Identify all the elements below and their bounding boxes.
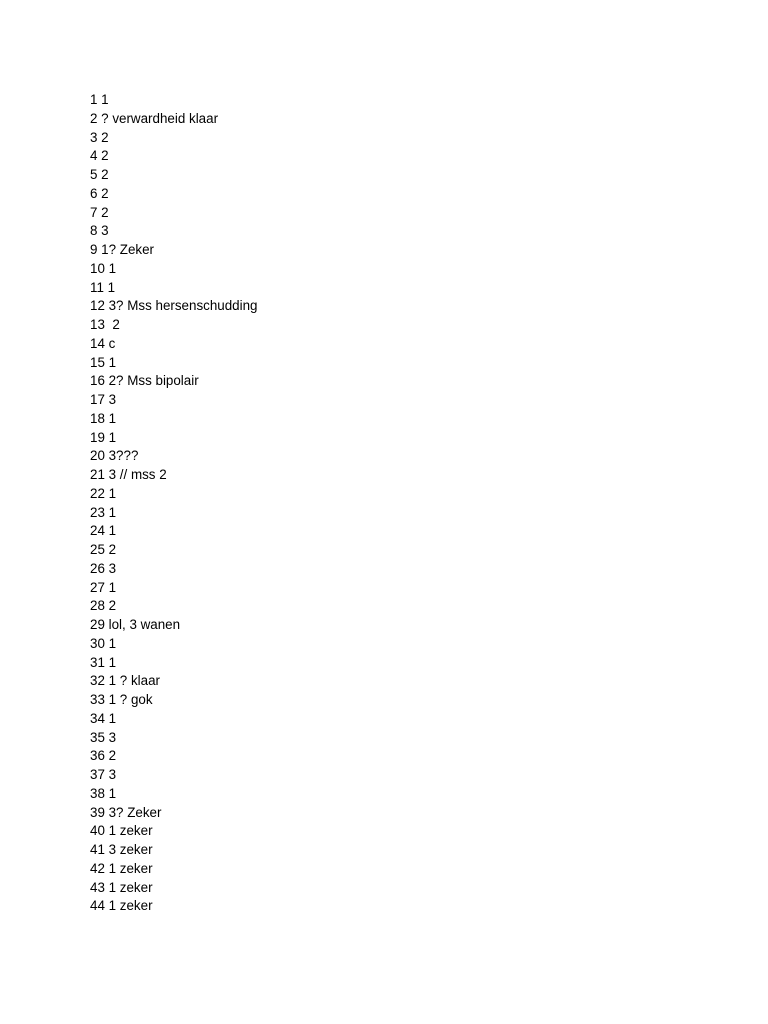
text-line: 19 1	[90, 429, 117, 445]
text-line: 17 3	[90, 392, 117, 407]
text-line: 4 2	[90, 148, 109, 164]
text-line: 6 2	[90, 185, 109, 201]
text-line: 33 1 ? gok	[90, 692, 153, 707]
text-line: 5 2	[90, 167, 109, 182]
text-line: 7 2	[90, 204, 109, 220]
text-line: 42 1 zeker	[90, 860, 153, 876]
text-line: 24 1	[90, 523, 117, 539]
text-line: 41 3 zeker	[90, 842, 153, 857]
text-lines	[90, 91, 258, 916]
text-line: 1 1	[90, 92, 109, 107]
text-line: 44 1 zeker	[90, 898, 153, 914]
text-line: 21 3 // mss 2	[90, 467, 167, 482]
text-line: 26 3	[90, 560, 117, 576]
text-line: 35 3	[90, 729, 117, 745]
text-line: 37 3	[90, 767, 117, 782]
text-line: 2 ? verwardheid klaar	[90, 110, 219, 126]
text-line: 22 1	[90, 485, 117, 501]
text-line: 18 1	[90, 410, 117, 426]
text-line: 43 1 zeker	[90, 879, 153, 895]
text-line: 32 1 ? klaar	[90, 673, 160, 689]
text-line: 36 2	[90, 748, 117, 764]
text-line: 9 1? Zeker	[90, 242, 155, 257]
text-line: 30 1	[90, 635, 117, 651]
text-line: 14 c	[90, 335, 116, 351]
text-line: 28 2	[90, 598, 117, 614]
text-line: 38 1	[90, 785, 117, 801]
text-line: 25 2	[90, 542, 117, 557]
text-line: 12 3? Mss hersenschudding	[90, 298, 258, 314]
text-line: 39 3? Zeker	[90, 804, 162, 820]
text-line: 20 3???	[90, 448, 139, 464]
text-line: 8 3	[90, 223, 109, 239]
text-line: 15 1	[90, 354, 117, 370]
text-line: 40 1 zeker	[90, 823, 153, 839]
text-line: 16 2? Mss bipolair	[90, 373, 199, 389]
text-line: 3 2	[90, 129, 109, 145]
text-line: 27 1	[90, 579, 117, 595]
text-line: 13 2	[90, 317, 120, 332]
text-line: 29 lol, 3 wanen	[90, 617, 181, 632]
text-line: 34 1	[90, 710, 117, 726]
text-line: 23 1	[90, 504, 117, 520]
text-line: 10 1	[90, 260, 117, 276]
text-line: 11 1	[90, 279, 116, 295]
text-line: 31 1	[90, 654, 117, 670]
